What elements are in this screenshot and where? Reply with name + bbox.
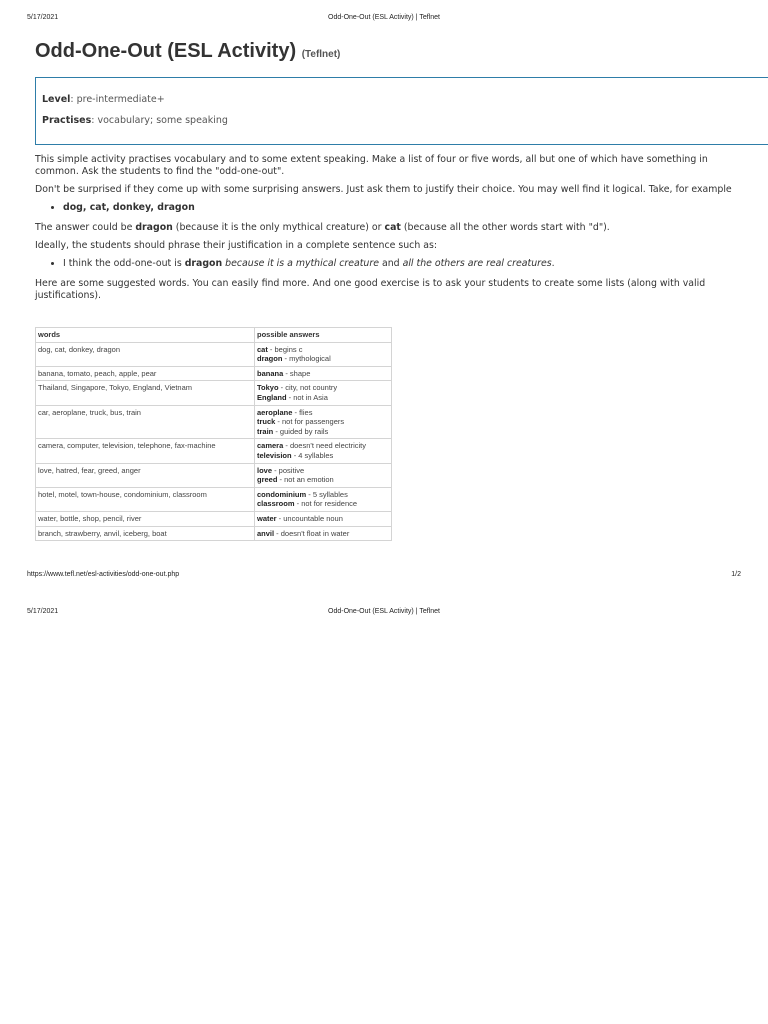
header-answers: possible answers: [255, 328, 392, 343]
answer-reason: - not for passengers: [275, 417, 345, 427]
answer-line: [257, 514, 389, 524]
answer-line: [257, 451, 389, 461]
table-header-row: [36, 328, 392, 343]
answer-word: England: [257, 392, 287, 402]
answer-reason: - not an emotion: [277, 475, 334, 485]
answer-word: dragon: [257, 354, 283, 364]
cell-words: camera, computer, television, telephone, fax-machine: [36, 439, 255, 463]
example-words: dog, cat, donkey, dragon: [63, 202, 195, 213]
print-footer: [0, 569, 768, 583]
answer-line: [257, 393, 389, 403]
practises-value: : vocabulary; some speaking: [91, 115, 228, 126]
paragraph-answer: [35, 222, 745, 234]
print-header: [0, 12, 768, 26]
sentence-others: all the others are real creatures: [402, 258, 552, 269]
paragraph-surprise: Don't be surprised if they come up with some surprising answers. Just ask them to justify their choice. You may well find it logical. Take, for example: [35, 184, 732, 195]
article-source: (Teflnet): [301, 49, 341, 60]
answer-word: truck: [257, 417, 276, 427]
cell-words: hotel, motel, town-house, condominium, classroom: [36, 487, 255, 511]
answer-word: classroom: [257, 499, 295, 509]
print-title: Odd-One-Out (ESL Activity) | Teflnet: [328, 14, 440, 21]
list-item: [63, 258, 745, 270]
answer-reason: - mythological: [282, 354, 331, 364]
answer-cat: cat: [384, 222, 401, 233]
answer-word: Tokyo: [257, 383, 279, 393]
cell-words: banana, tomato, peach, apple, pear: [36, 366, 255, 381]
answer-reason: - city, not country: [278, 383, 338, 393]
answer-word: banana: [257, 368, 284, 378]
level-value: : pre-intermediate+: [70, 94, 165, 105]
print-header-page-2: [0, 606, 768, 620]
answer-line: [257, 383, 389, 393]
level-label: Level: [42, 94, 71, 105]
cell-answers: [255, 439, 392, 463]
cell-words: water, bottle, shop, pencil, river: [36, 511, 255, 526]
cell-answers: [255, 405, 392, 439]
table-row: [36, 381, 392, 405]
answer-reason: - begins c: [267, 344, 303, 354]
answer-word: love: [257, 465, 273, 475]
answer-line: [257, 499, 389, 509]
answer-reason: - doesn't float in water: [274, 528, 350, 538]
answer-text: The answer could be: [35, 222, 136, 233]
answer-reason: - guided by rails: [273, 426, 329, 436]
answer-word: water: [257, 513, 277, 523]
sentence-list: [35, 258, 745, 270]
table-row: [36, 463, 392, 487]
print-date: 5/17/2021: [27, 14, 59, 21]
answer-word: cat: [257, 344, 268, 354]
print-page-number: 1/2: [731, 571, 741, 578]
answer-reason: - 5 syllables: [306, 489, 348, 499]
table-row: [36, 439, 392, 463]
answer-word: camera: [257, 441, 284, 451]
info-box: [35, 77, 768, 145]
answer-text: (because it is the only mythical creature) or: [172, 222, 385, 233]
cell-answers: [255, 511, 392, 526]
example-list: [35, 202, 745, 214]
answer-reason: - shape: [283, 368, 311, 378]
sentence-text: I think the odd-one-out is: [63, 258, 185, 269]
answer-dragon: dragon: [135, 222, 173, 233]
cell-words: Thailand, Singapore, Tokyo, England, Vietnam: [36, 381, 255, 405]
sentence-period: .: [551, 258, 555, 269]
answer-line: [257, 369, 389, 379]
answer-word: anvil: [257, 528, 275, 538]
paragraph-ideally: Ideally, the students should phrase their justification in a complete sentence such as:: [35, 240, 438, 251]
answer-reason: - 4 syllables: [291, 450, 334, 460]
sentence-dragon: dragon: [184, 258, 223, 269]
cell-answers: [255, 342, 392, 366]
answer-reason: - not for residence: [294, 499, 358, 509]
article-body: [35, 154, 745, 308]
cell-words: branch, strawberry, anvil, iceberg, boat: [36, 526, 255, 541]
cell-answers: [255, 381, 392, 405]
answer-reason: - positive: [272, 465, 305, 475]
header-words: words: [36, 328, 255, 343]
table-row: [36, 342, 392, 366]
answer-reason: - flies: [292, 407, 313, 417]
table-row: [36, 511, 392, 526]
answer-line: [257, 408, 389, 418]
article-title: Odd-One-Out (ESL Activity): [35, 40, 297, 62]
answer-reason: - uncountable noun: [276, 513, 343, 523]
answer-text: (because all the other words start with "d").: [400, 222, 610, 233]
answer-line: [257, 529, 389, 539]
answer-line: [257, 354, 389, 364]
answer-word: condominium: [257, 489, 307, 499]
answer-line: [257, 475, 389, 485]
cell-words: dog, cat, donkey, dragon: [36, 342, 255, 366]
print-date: 5/17/2021: [27, 608, 59, 615]
practises-label: Practises: [42, 115, 92, 126]
paragraph-suggested: Here are some suggested words. You can easily find more. And one good exercise is to ask your students to create some lists (along with valid justifications).: [35, 278, 706, 301]
cell-words: love, hatred, fear, greed, anger: [36, 463, 255, 487]
table-row: [36, 487, 392, 511]
cell-answers: [255, 526, 392, 541]
cell-answers: [255, 463, 392, 487]
answer-word: aeroplane: [257, 407, 293, 417]
print-url: https://www.tefl.net/esl-activities/odd-one-out.php: [27, 571, 180, 578]
answer-word: train: [257, 426, 274, 436]
table-row: [36, 405, 392, 439]
answer-line: [257, 490, 389, 500]
answer-reason: - not in Asia: [286, 392, 328, 402]
table-body: [36, 342, 392, 541]
answer-reason: - doesn't need electricity: [283, 441, 367, 451]
level-row: [42, 94, 165, 105]
table-row: [36, 366, 392, 381]
print-title: Odd-One-Out (ESL Activity) | Teflnet: [328, 608, 440, 615]
sentence-because: because it is a mythical creature: [225, 258, 379, 269]
practises-row: [42, 115, 228, 126]
page-title: [35, 40, 340, 63]
answer-line: [257, 417, 389, 427]
table-row: [36, 526, 392, 541]
answer-line: [257, 345, 389, 355]
answer-line: [257, 466, 389, 476]
cell-answers: [255, 366, 392, 381]
answer-word: television: [257, 450, 292, 460]
list-item: [63, 202, 745, 214]
answer-line: [257, 441, 389, 451]
cell-words: car, aeroplane, truck, bus, train: [36, 405, 255, 439]
paragraph-intro: This simple activity practises vocabulary and to some extent speaking. Make a list of four or five words, all but one of which have something in common. Ask the students to find the "odd-one-out".: [35, 154, 708, 177]
cell-answers: [255, 487, 392, 511]
words-table: [35, 327, 392, 541]
answer-word: greed: [257, 475, 278, 485]
answer-line: [257, 427, 389, 437]
sentence-text: and: [378, 258, 403, 269]
